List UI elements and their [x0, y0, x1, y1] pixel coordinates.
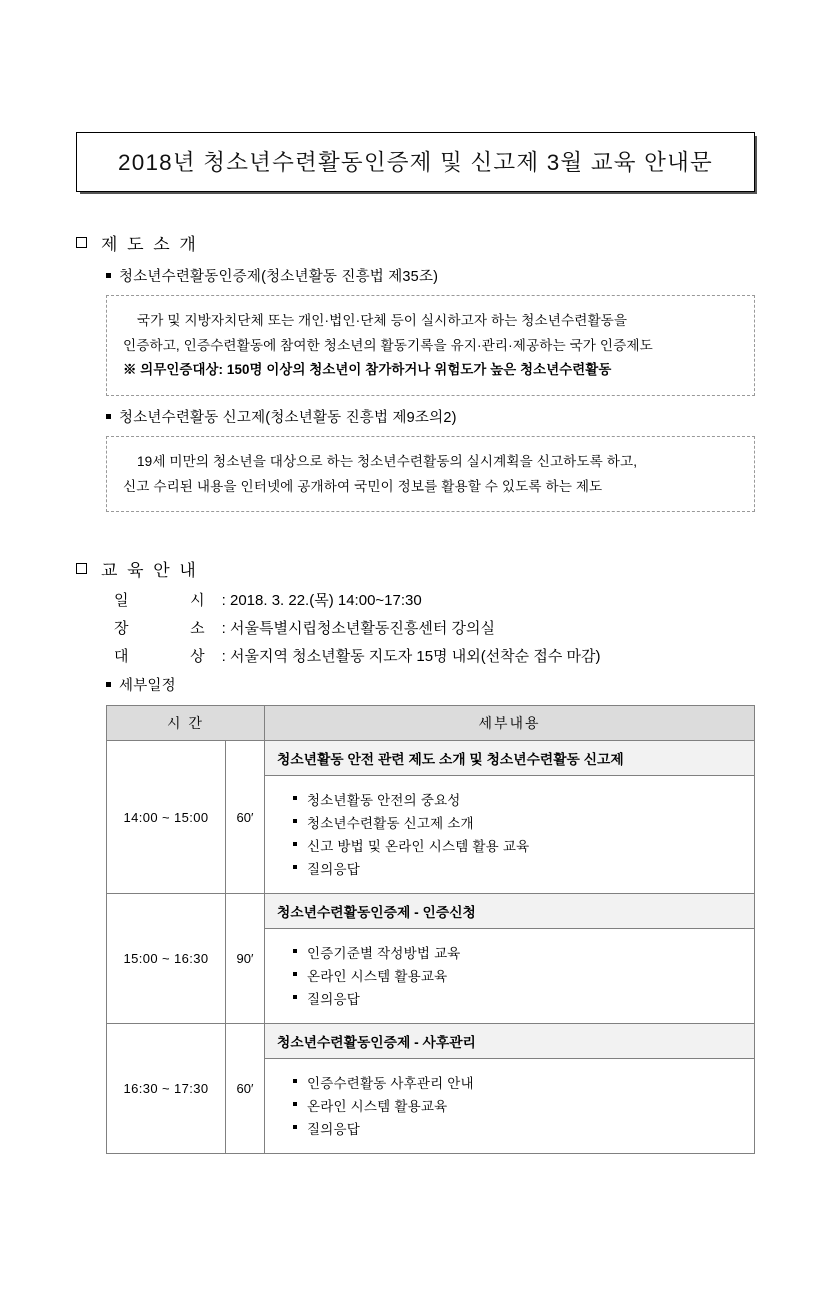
- section-heading-intro: [76, 230, 835, 255]
- info-box-report: [106, 436, 755, 512]
- info-value-target: : 서울지역 청소년활동 지도자 15명 내외(선착순 접수 마감): [221, 648, 601, 666]
- section-heading-education: [76, 556, 835, 581]
- bullet-label-report: 청소년수련활동 신고제(청소년활동 진흥법 제9조의2): [119, 410, 457, 427]
- table-row: [107, 894, 755, 1024]
- detail-list: [293, 1072, 744, 1138]
- detail-list: [293, 789, 744, 878]
- table-row: [107, 741, 755, 894]
- bullet-schedule-label: [106, 674, 835, 695]
- dot-bullet-icon: [106, 414, 111, 419]
- detail-body: [265, 776, 754, 893]
- info-box-certification: [106, 295, 755, 396]
- cell-time: 14:00 ~ 15:00: [107, 741, 226, 894]
- cell-time: 16:30 ~ 17:30: [107, 1024, 226, 1154]
- cell-duration: 60′: [226, 741, 265, 894]
- schedule-label: 세부일정: [119, 678, 176, 695]
- list-item: 신고 방법 및 온라인 시스템 활용 교육: [293, 835, 744, 855]
- list-item: 질의응답: [293, 858, 744, 878]
- square-bullet-icon: [76, 563, 87, 574]
- info-line: 인증하고, 인증수련활동에 참여한 청소년의 활동기록을 유지·관리·제공하는 국가 인증제도: [123, 338, 653, 354]
- table-header-row: [107, 706, 755, 741]
- document-page: [0, 132, 835, 1313]
- info-row-date: [106, 589, 835, 610]
- section-title-intro: 제 도 소 개: [101, 235, 199, 254]
- info-value-date: : 2018. 3. 22.(목) 14:00~17:30: [221, 592, 422, 610]
- detail-body: [265, 1059, 754, 1153]
- list-item: 청소년활동 안전의 중요성: [293, 789, 744, 809]
- cell-detail: [265, 741, 755, 894]
- info-line: 국가 및 지방자치단체 또는 개인·법인·단체 등이 실시하고자 하는 청소년수련활동을: [137, 313, 628, 328]
- info-value-place: : 서울특별시립청소년활동진흥센터 강의실: [221, 620, 495, 638]
- document-title-container: [76, 132, 755, 192]
- list-item: 인증수련활동 사후관리 안내: [293, 1072, 744, 1092]
- detail-topic: 청소년수련활동인증제 - 인증신청: [265, 894, 754, 929]
- cell-duration: 90′: [226, 894, 265, 1024]
- info-label-target: 대 상: [114, 648, 214, 666]
- cell-duration: 60′: [226, 1024, 265, 1154]
- info-label-place: 장 소: [114, 620, 214, 638]
- table-row: [107, 1024, 755, 1154]
- detail-topic: 청소년활동 안전 관련 제도 소개 및 청소년수련활동 신고제: [265, 741, 754, 776]
- info-line: 신고 수리된 내용을 인터넷에 공개하여 국민이 정보를 활용할 수 있도록 하는 제도: [123, 479, 603, 495]
- info-row-place: [106, 617, 835, 638]
- info-line: 19세 미만의 청소년을 대상으로 하는 청소년수련활동의 실시계획을 신고하도록 하고,: [137, 454, 638, 470]
- bullet-certification: [106, 265, 835, 286]
- table-header-time: 시 간: [107, 706, 265, 741]
- bullet-label-certification: 청소년수련활동인증제(청소년활동 진흥법 제35조): [119, 269, 439, 285]
- schedule-table-container: [106, 705, 755, 1154]
- info-row-target: [106, 645, 835, 666]
- dot-bullet-icon: [106, 682, 111, 687]
- table-header-detail: 세부내용: [265, 706, 755, 741]
- cell-detail: [265, 894, 755, 1024]
- section-title-education: 교 육 안 내: [101, 561, 199, 581]
- info-label-date: 일 시: [114, 592, 214, 610]
- page-title: 2018년 청소년수련활동인증제 및 신고제 3월 교육 안내문: [118, 150, 713, 175]
- square-bullet-icon: [76, 237, 87, 248]
- detail-topic: 청소년수련활동인증제 - 사후관리: [265, 1024, 754, 1059]
- list-item: 질의응답: [293, 1118, 744, 1138]
- detail-list: [293, 942, 744, 1008]
- title-box: [76, 132, 755, 192]
- list-item: 질의응답: [293, 988, 744, 1008]
- list-item: 인증기준별 작성방법 교육: [293, 942, 744, 962]
- list-item: 청소년수련활동 신고제 소개: [293, 812, 744, 832]
- list-item: 온라인 시스템 활용교육: [293, 1095, 744, 1115]
- cell-time: 15:00 ~ 16:30: [107, 894, 226, 1024]
- info-note: ※ 의무인증대상: 150명 이상의 청소년이 참가하거나 위험도가 높은 청소년수련활동: [123, 362, 612, 378]
- dot-bullet-icon: [106, 273, 111, 278]
- schedule-table: [106, 705, 755, 1154]
- detail-body: [265, 929, 754, 1023]
- list-item: 온라인 시스템 활용교육: [293, 965, 744, 985]
- bullet-report: [106, 406, 835, 427]
- cell-detail: [265, 1024, 755, 1154]
